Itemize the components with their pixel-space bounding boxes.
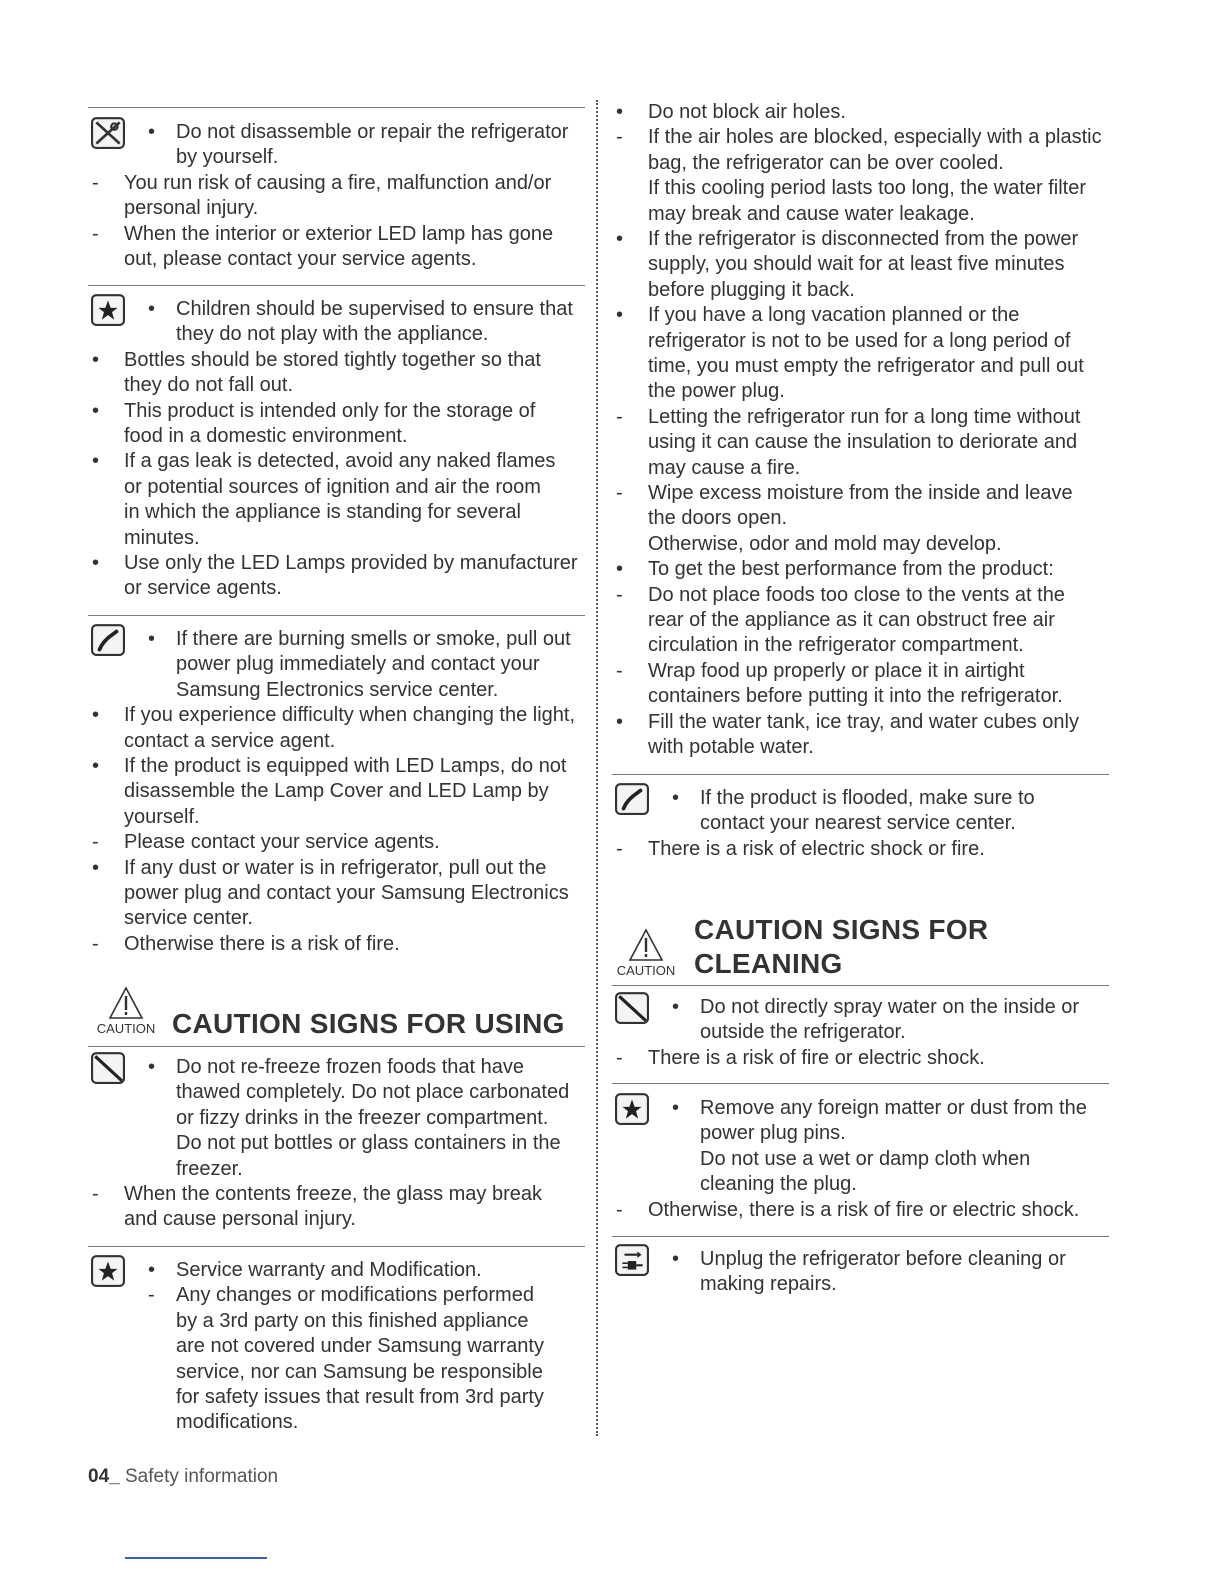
text-line: power plug immediately and contact your [176, 653, 540, 676]
text-line: modifications. [176, 1411, 299, 1434]
text-line: contact your nearest service center. [700, 812, 1016, 835]
text-line: and cause personal injury. [124, 1208, 356, 1231]
caution-warning-icon [610, 928, 682, 978]
dash: - [92, 171, 99, 194]
footer-title: Safety information [124, 1466, 279, 1487]
bullet: • [92, 450, 100, 473]
text-line: service center. [124, 907, 253, 930]
column-divider [596, 100, 598, 1436]
phone-icon [91, 624, 125, 656]
text-line: When the contents freeze, the glass may break [124, 1183, 542, 1205]
text-line: Otherwise, there is a risk of fire or electric shock. [648, 1198, 1080, 1221]
text-line: food in a domestic environment. [124, 425, 408, 447]
dash: - [616, 837, 623, 860]
bullet: • [672, 787, 680, 809]
page-number: 04_ [88, 1466, 120, 1487]
bullet: • [148, 1056, 156, 1078]
text-line: There is a risk of electric shock or fire. [648, 837, 985, 860]
dash: - [616, 482, 623, 504]
section-heading: CAUTION SIGNS FOR USING [172, 1008, 565, 1039]
bullet: • [92, 348, 100, 371]
dash: - [616, 1046, 623, 1069]
dash: - [616, 583, 623, 606]
divider [612, 1083, 1109, 1084]
text-line: Do not block air holes. [648, 101, 846, 123]
text-line: cleaning the plug. [700, 1173, 857, 1196]
text-line: in which the appliance is standing for several [124, 501, 521, 524]
text-line: If the air holes are blocked, especially with a plastic [648, 126, 1102, 149]
divider [88, 615, 585, 616]
phone-icon [615, 783, 649, 815]
caution-label: CAUTION [616, 963, 676, 978]
bullet: • [92, 856, 100, 879]
text-line: Do not use a wet or damp cloth when [700, 1147, 1031, 1170]
dash: - [92, 831, 99, 854]
bullet: • [92, 552, 100, 574]
text-line: with potable water. [648, 736, 814, 758]
divider [612, 985, 1109, 986]
no-disassemble-icon [91, 117, 125, 149]
text-line: Bottles should be stored tightly together so that [124, 348, 541, 371]
text-line: When the interior or exterior LED lamp has gone [124, 222, 554, 245]
text-line: freezer. [176, 1157, 243, 1180]
text-line: Any changes or modifications performed [176, 1284, 534, 1307]
text-line: outside the refrigerator. [700, 1021, 906, 1044]
caution-warning-icon [90, 986, 162, 1036]
text-line: minutes. [124, 526, 200, 549]
text-line: Service warranty and Modification. [176, 1259, 482, 1281]
text-line: Do not place foods too close to the vents at the [648, 583, 1065, 606]
text-line: Children should be supervised to ensure that [176, 298, 573, 320]
divider [88, 1246, 585, 1247]
divider [612, 774, 1109, 775]
text-line: Unplug the refrigerator before cleaning or [700, 1248, 1066, 1270]
prohibited-icon [615, 992, 649, 1024]
text-line: If this cooling period lasts too long, the water filter [648, 177, 1087, 200]
text-line: they do not fall out. [124, 374, 294, 397]
text-line: This product is intended only for the storage of [124, 399, 536, 422]
text-line: out, please contact your service agents. [124, 248, 477, 270]
text-line: Otherwise there is a risk of fire. [124, 932, 400, 955]
dash: - [92, 932, 99, 955]
dash: - [616, 659, 623, 682]
text-line: Do not put bottles or glass containers in the [176, 1132, 561, 1155]
text-line: or potential sources of ignition and air the room [124, 475, 541, 498]
bullet: • [672, 1248, 680, 1270]
bullet: • [92, 399, 100, 422]
dash: - [616, 126, 623, 149]
text-line: or fizzy drinks in the freezer compartment. [176, 1106, 549, 1129]
text-line: Use only the LED Lamps provided by manufacturer [124, 552, 578, 574]
text-line: before plugging it back. [648, 278, 855, 301]
bullet: • [148, 628, 156, 650]
text-line: There is a risk of fire or electric shock. [648, 1046, 985, 1069]
text-line: If the product is equipped with LED Lamps, do not [124, 755, 567, 777]
text-line: containers before putting it into the refrigerator. [648, 685, 1063, 708]
text-line: the doors open. [648, 507, 787, 530]
dash: - [92, 222, 99, 245]
text-line: may cause a fire. [648, 456, 801, 479]
section-heading: CLEANING [694, 948, 843, 979]
text-line: contact a service agent. [124, 729, 336, 752]
text-line: If the product is flooded, make sure to [700, 787, 1035, 809]
text-line: Do not disassemble or repair the refrigerator [176, 121, 569, 143]
text-line: circulation in the refrigerator compartment. [648, 634, 1024, 657]
bullet: • [92, 704, 100, 727]
caution-label: CAUTION [96, 1021, 156, 1036]
text-line: bag, the refrigerator can be over cooled. [648, 151, 1004, 174]
text-line: If the refrigerator is disconnected from the power [648, 228, 1079, 250]
text-line: by yourself. [176, 146, 279, 169]
text-line: If you experience difficulty when changing the light, [124, 704, 576, 727]
text-line: If you have a long vacation planned or the [648, 304, 1020, 327]
bullet: • [616, 228, 624, 250]
prohibited-icon [91, 1052, 125, 1084]
section-heading: CAUTION SIGNS FOR [694, 914, 989, 945]
divider [612, 1236, 1109, 1237]
page-footer [88, 1466, 278, 1488]
dash: - [148, 1284, 155, 1307]
bullet: • [672, 1097, 680, 1119]
text-line: rear of the appliance as it can obstruct free air [648, 609, 1055, 631]
divider [88, 1046, 585, 1047]
divider [88, 107, 585, 108]
text-line: Wipe excess moisture from the inside and leave [648, 482, 1073, 504]
text-line: they do not play with the appliance. [176, 323, 489, 346]
dash: - [92, 1183, 99, 1205]
text-line: disassemble the Lamp Cover and LED Lamp by [124, 780, 549, 803]
star-icon [615, 1093, 649, 1125]
text-line: Do not directly spray water on the inside or [700, 996, 1080, 1018]
bullet: • [92, 755, 100, 777]
decorative-rule [125, 1557, 267, 1559]
dash: - [616, 1198, 623, 1221]
bullet: • [148, 121, 156, 143]
bullet: • [148, 1259, 156, 1281]
star-icon [91, 1255, 125, 1287]
text-line: supply, you should wait for at least five minutes [648, 253, 1065, 276]
bullet: • [616, 558, 624, 581]
text-line: You run risk of causing a fire, malfunction and/or [124, 171, 552, 194]
text-line: Letting the refrigerator run for a long time without [648, 405, 1081, 428]
bullet: • [672, 996, 680, 1018]
text-line: using it can cause the insulation to deriorate and [648, 431, 1078, 454]
bullet: • [616, 710, 624, 733]
text-line: If any dust or water is in refrigerator, pull out the [124, 856, 547, 879]
text-line: If there are burning smells or smoke, pull out [176, 628, 571, 650]
text-line: making repairs. [700, 1273, 837, 1296]
star-icon [91, 294, 125, 326]
dash: - [616, 405, 623, 428]
divider [88, 285, 585, 286]
text-line: power plug pins. [700, 1122, 846, 1145]
text-line: personal injury. [124, 197, 259, 220]
text-line: power plug and contact your Samsung Electronics [124, 882, 569, 904]
text-line: service, nor can Samsung be responsible [176, 1360, 543, 1383]
bullet: • [616, 304, 624, 327]
text-line: Remove any foreign matter or dust from the [700, 1097, 1087, 1119]
text-line: To get the best performance from the product: [648, 558, 1054, 581]
text-line: by a 3rd party on this finished appliance [176, 1309, 529, 1332]
text-line: Fill the water tank, ice tray, and water cubes only [648, 710, 1079, 733]
text-line: yourself. [124, 805, 200, 828]
text-line: refrigerator is not to be used for a long period of [648, 329, 1071, 352]
text-line: Otherwise, odor and mold may develop. [648, 532, 1002, 555]
text-line: time, you must empty the refrigerator and pull out [648, 355, 1084, 377]
text-line: the power plug. [648, 380, 785, 403]
text-line: Please contact your service agents. [124, 831, 440, 854]
text-line: Samsung Electronics service center. [176, 678, 499, 701]
text-line: may break and cause water leakage. [648, 202, 975, 225]
text-line: thawed completely. Do not place carbonated [176, 1081, 570, 1104]
text-line: or service agents. [124, 577, 282, 600]
unplug-icon [615, 1244, 649, 1276]
bullet: • [148, 298, 156, 320]
bullet: • [616, 101, 624, 123]
text-line: Wrap food up properly or place it in airtight [648, 659, 1025, 682]
text-line: If a gas leak is detected, avoid any naked flames [124, 450, 556, 473]
text-line: for safety issues that result from 3rd party [176, 1386, 544, 1408]
text-line: are not covered under Samsung warranty [176, 1335, 544, 1358]
text-line: Do not re-freeze frozen foods that have [176, 1056, 524, 1078]
